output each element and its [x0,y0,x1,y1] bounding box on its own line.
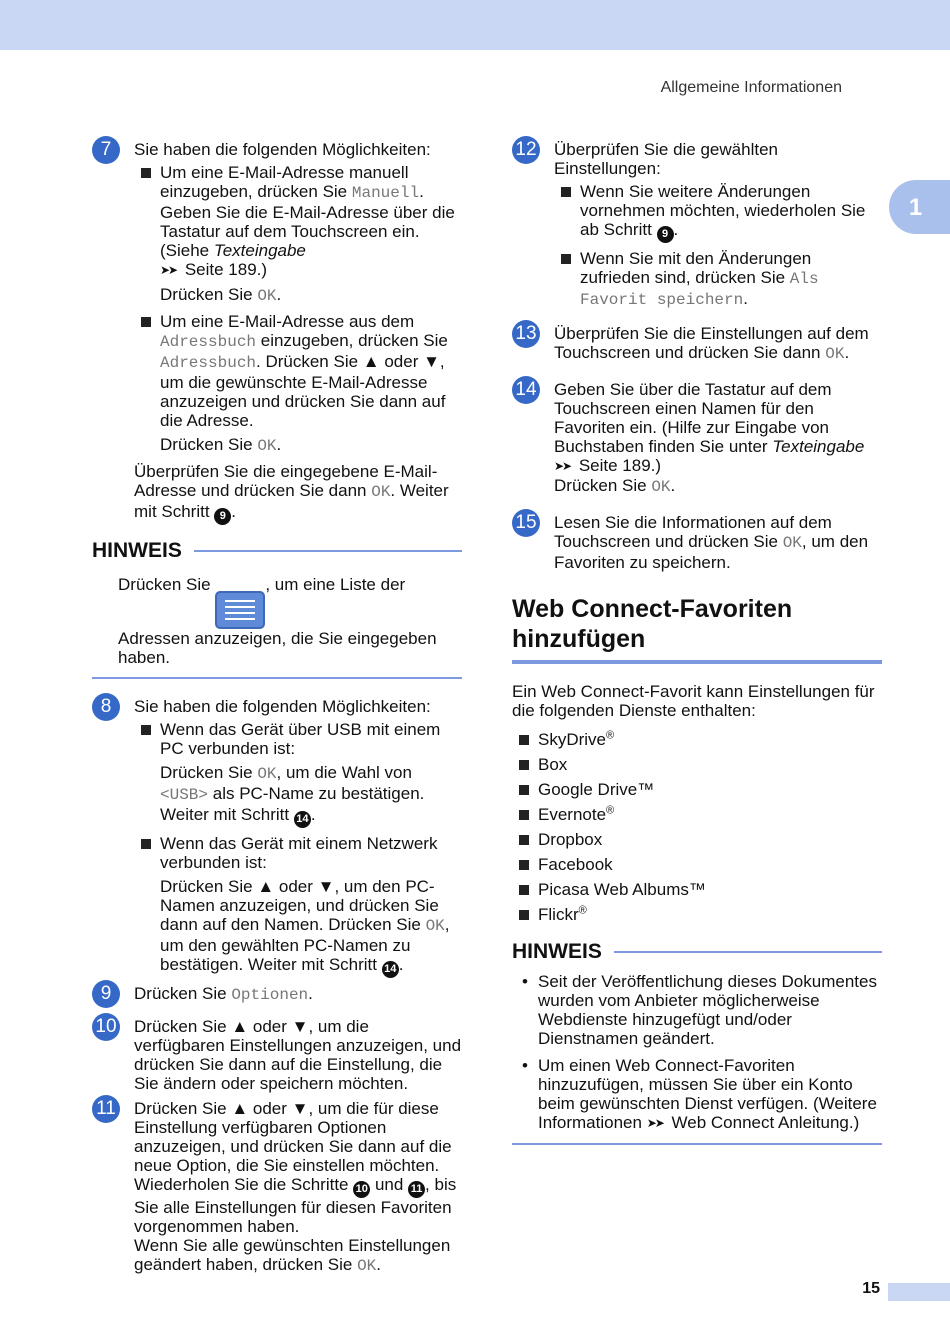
step-10 [92,1017,462,1093]
list-item: Um eine E-Mail-Adresse aus dem Adressbuch einzugeben, drücken Sie Adressbuch. Drücken Sie ▲ oder ▼, um die gewünschte E-Mail-Adresse anzuzeigen und drücken Sie dann auf die Adresse. Drücken Sie OK. [138,312,462,456]
step-8 [92,697,462,978]
section-title: Web Connect-Favoriten hinzufügen [512,595,793,653]
list-item: Box [516,755,882,774]
step-text: Wenn Sie alle gewünschten Einstellungen geändert haben, drücken Sie OK. [134,1236,451,1275]
list-item: Wenn das Gerät über USB mit einem PC verbunden ist: Drücken Sie OK, um die Wahl von <USB> als PC-Name zu bestätigen. Weiter mit Schritt 14 . [138,720,462,828]
step-number: 15 [512,509,540,537]
list-item: Um eine E-Mail-Adresse manuell einzugeben, drücken Sie Manuell. Geben Sie die E-Mail-Adresse über die Tastatur auf dem Touchscreen ein. (Siehe Texteingabe ➤➤ Seite 189.) Drücken Sie OK. [138,163,462,306]
section-intro: Ein Web Connect-Favorit kann Einstellungen für die folgenden Dienste enthalten: [512,682,875,720]
step-text: Drücken Sie ▲ oder ▼, um die für diese Einstellung verfügbaren Optionen anzuzeigen, und drücken Sie dann auf die neue Option, die Sie einstellen möchten. [134,1099,452,1175]
list-item: Wenn Sie weitere Änderungen vornehmen möchten, wiederholen Sie ab Schritt 9 . [558,182,882,243]
step-ref-icon: 14 [294,811,311,828]
step-14 [512,380,882,497]
note-title: HINWEIS [92,539,182,562]
footer-bar [888,1283,950,1301]
sub-instruction: Drücken Sie OK. [160,285,282,305]
divider [92,677,462,679]
step-number: 12 [512,136,540,164]
option-list [138,163,462,456]
step-intro: Sie haben die folgenden Möglichkeiten: [134,140,431,159]
page-number: 15 [862,1280,880,1297]
option-list [558,182,882,310]
menu-list-icon[interactable] [215,591,265,629]
step-ref-icon: 11 [408,1181,425,1198]
step-15 [512,513,882,572]
step-number: 11 [92,1095,120,1123]
step-13 [512,324,882,364]
note-title: HINWEIS [512,940,602,963]
sub-instruction: Drücken Sie OK. [160,435,282,455]
step-text: Drücken Sie Optionen. [134,984,313,1004]
list-item: Flickr® [516,905,882,924]
list-item: Evernote® [516,805,882,824]
services-list [516,730,882,924]
list-item: Picasa Web Albums™ [516,880,882,899]
step-text: Lesen Sie die Informationen auf dem Touchscreen und drücken Sie OK, um den Favoriten zu speichern. [554,513,869,572]
key-adressbuch: Adressbuch [160,333,257,351]
list-item: Google Drive™ [516,780,882,799]
step-number: 13 [512,320,540,348]
note-box [92,539,462,679]
step-ref-icon: 14 [382,961,399,978]
step-intro: Überprüfen Sie die gewählten Einstellungen: [554,140,778,178]
step-conclusion: Überprüfen Sie die eingegebene E-Mail-Adresse und drücken Sie dann OK. Weiter mit Schritt 9 . [134,462,462,525]
right-column [512,140,882,1163]
option-list [138,720,462,978]
step-text: Drücken Sie ▲ oder ▼, um die verfügbaren Einstellungen anzuzeigen, und drücken Sie dann auf die Einstellung, die Sie ändern oder speichern möchten. [134,1017,462,1093]
list-item: • Seit der Veröffentlichung dieses Dokumentes wurden vom Anbieter möglicherweise Webdienste hinzugefügt und/oder Dienstnamen geändert. [522,972,882,1048]
step-intro: Sie haben die folgenden Möglichkeiten: [134,697,431,716]
step-number: 10 [92,1013,120,1041]
list-item: Wenn das Gerät mit einem Netzwerk verbunden ist: Drücken Sie ▲ oder ▼, um den PC-Namen anzuzeigen, und drücken Sie dann auf den Namen. Drücken Sie OK, um den gewählten PC-Namen zu bestätigen. Weiter mit Schritt 14 . [138,834,462,978]
step-ref-icon: 9 [657,226,674,243]
step-ref-icon: 10 [353,1181,370,1198]
arrows-icon: ➤➤ [160,263,177,277]
step-text: Überprüfen Sie die Einstellungen auf dem Touchscreen und drücken Sie dann OK. [554,324,869,363]
step-number: 9 [92,980,120,1008]
list-item: Facebook [516,855,882,874]
note-list [522,972,882,1133]
list-item: • Um einen Web Connect-Favoriten hinzuzufügen, müssen Sie über ein Konto beim gewünschten Dienst verfügen. (Weitere Informationen ➤➤ Web Connect Anleitung.) [522,1056,882,1133]
chapter-tab: 1 [889,180,950,234]
list-item: SkyDrive® [516,730,882,749]
sub-instruction: Drücken Sie OK, um die Wahl von <USB> als PC-Name zu bestätigen. Weiter mit Schritt 14 . [160,763,462,828]
step-text: Geben Sie über die Tastatur auf dem Touchscreen einen Namen für den Favoriten ein. (Hilfe zur Eingabe von Buchstaben finden Sie unter Texteingabe ➤➤ Seite 189.) [554,380,865,475]
sub-instruction: Drücken Sie ▲ oder ▼, um den PC-Namen anzuzeigen, und drücken Sie dann auf den Namen. Drücken Sie OK, um den gewählten PC-Namen zu bestätigen. Weiter mit Schritt 14 . [160,877,462,978]
running-header: Allgemeine Informationen [660,79,842,96]
step-number: 8 [92,693,120,721]
key-manuell: Manuell [351,184,420,202]
step-12 [512,140,882,310]
step-11 [92,1099,462,1276]
step-9 [92,984,462,1005]
step-text: Wiederholen Sie die Schritte 10 und 11 , bis Sie alle Einstellungen für diesen Favoriten vorgenommen haben. [134,1175,457,1236]
step-number: 14 [512,376,540,404]
divider [614,951,882,953]
top-banner [0,0,950,50]
step-ref-icon: 9 [214,508,231,525]
step-number: 7 [92,136,120,164]
note-text: Drücken Sie , um eine Liste der Adressen anzuzeigen, die Sie eingegeben haben. [118,575,437,667]
arrows-icon: ➤➤ [554,459,571,473]
arrows-icon: ➤➤ [646,1116,663,1130]
divider [512,1143,882,1145]
list-item: Dropbox [516,830,882,849]
divider [194,550,462,552]
step-7 [92,140,462,525]
note-box [512,940,882,1145]
divider [512,660,882,664]
step-text: Drücken Sie OK. [554,476,676,496]
list-item: Wenn Sie mit den Änderungen zufrieden sind, drücken Sie Als Favorit speichern. [558,249,882,310]
left-column [92,140,462,1282]
